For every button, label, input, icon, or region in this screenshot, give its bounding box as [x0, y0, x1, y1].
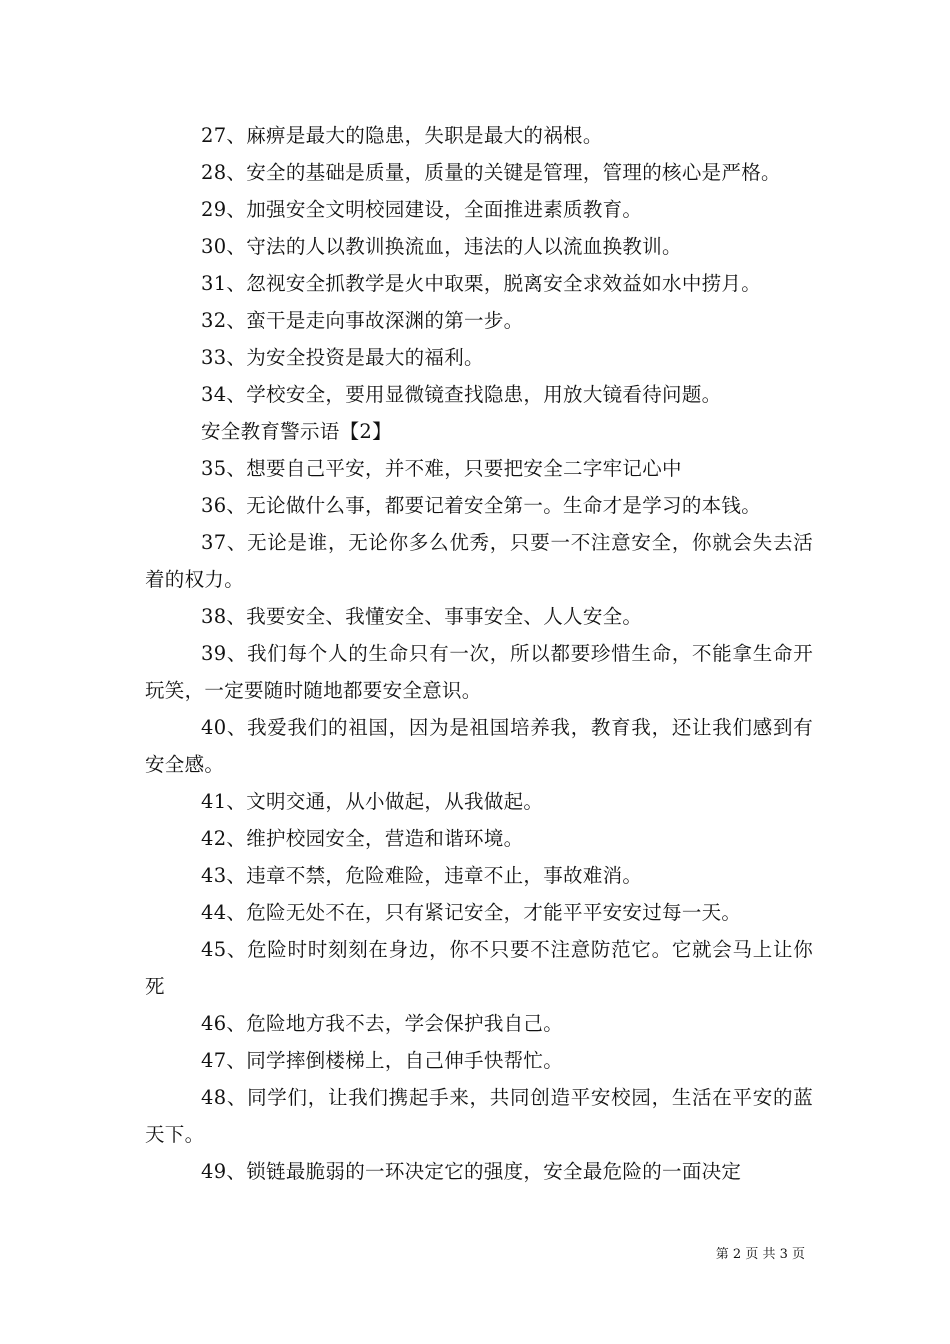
paragraph: 42、维护校园安全，营造和谐环境。 [201, 827, 524, 850]
paragraph: 31、忽视安全抓教学是火中取栗，脱离安全求效益如水中捞月。 [201, 272, 762, 295]
paragraph: 44、危险无处不在，只有紧记安全，才能平平安安过每一天。 [201, 901, 742, 924]
paragraph: 45、危险时时刻刻在身边，你不只要不注意防范它。它就会马上让你死 [145, 938, 813, 998]
paragraph: 28、安全的基础是质量，质量的关键是管理，管理的核心是严格。 [201, 161, 781, 184]
body-text [145, 117, 813, 1190]
paragraph: 36、无论做什么事，都要记着安全第一。生命才是学习的本钱。 [201, 494, 762, 517]
section-heading: 安全教育警示语【2】 [201, 420, 392, 443]
paragraph: 47、同学摔倒楼梯上，自己伸手快帮忙。 [201, 1049, 564, 1072]
page-number: 第 2 页 共 3 页 [715, 1247, 805, 1262]
paragraph: 49、锁链最脆弱的一环决定它的强度，安全最危险的一面决定 [201, 1160, 742, 1183]
paragraph: 48、同学们，让我们携起手来，共同创造平安校园，生活在平安的蓝天下。 [145, 1086, 813, 1146]
paragraph: 37、无论是谁，无论你多么优秀，只要一不注意安全，你就会失去活着的权力。 [145, 531, 813, 591]
paragraph: 46、危险地方我不去，学会保护我自己。 [201, 1012, 564, 1035]
paragraph: 33、为安全投资是最大的福利。 [201, 346, 484, 369]
paragraph: 35、想要自己平安，并不难，只要把安全二字牢记心中 [201, 457, 682, 480]
paragraph: 43、违章不禁，危险难险，违章不止，事故难消。 [201, 864, 643, 887]
paragraph: 38、我要安全、我懂安全、事事安全、人人安全。 [201, 605, 643, 628]
paragraph: 29、加强安全文明校园建设，全面推进素质教育。 [201, 198, 643, 221]
paragraph: 30、守法的人以教训换流血，违法的人以流血换教训。 [201, 235, 682, 258]
paragraph: 27、麻痹是最大的隐患，失职是最大的祸根。 [201, 124, 603, 147]
paragraph: 32、蛮干是走向事故深渊的第一步。 [201, 309, 524, 332]
paragraph: 34、学校安全，要用显微镜查找隐患，用放大镜看待问题。 [201, 383, 722, 406]
paragraph: 40、我爱我们的祖国，因为是祖国培养我，教育我，还让我们感到有安全感。 [145, 716, 813, 776]
paragraph: 41、文明交通，从小做起，从我做起。 [201, 790, 544, 813]
paragraph: 39、我们每个人的生命只有一次，所以都要珍惜生命，不能拿生命开玩笑，一定要随时随地都要安全意识。 [145, 642, 813, 702]
